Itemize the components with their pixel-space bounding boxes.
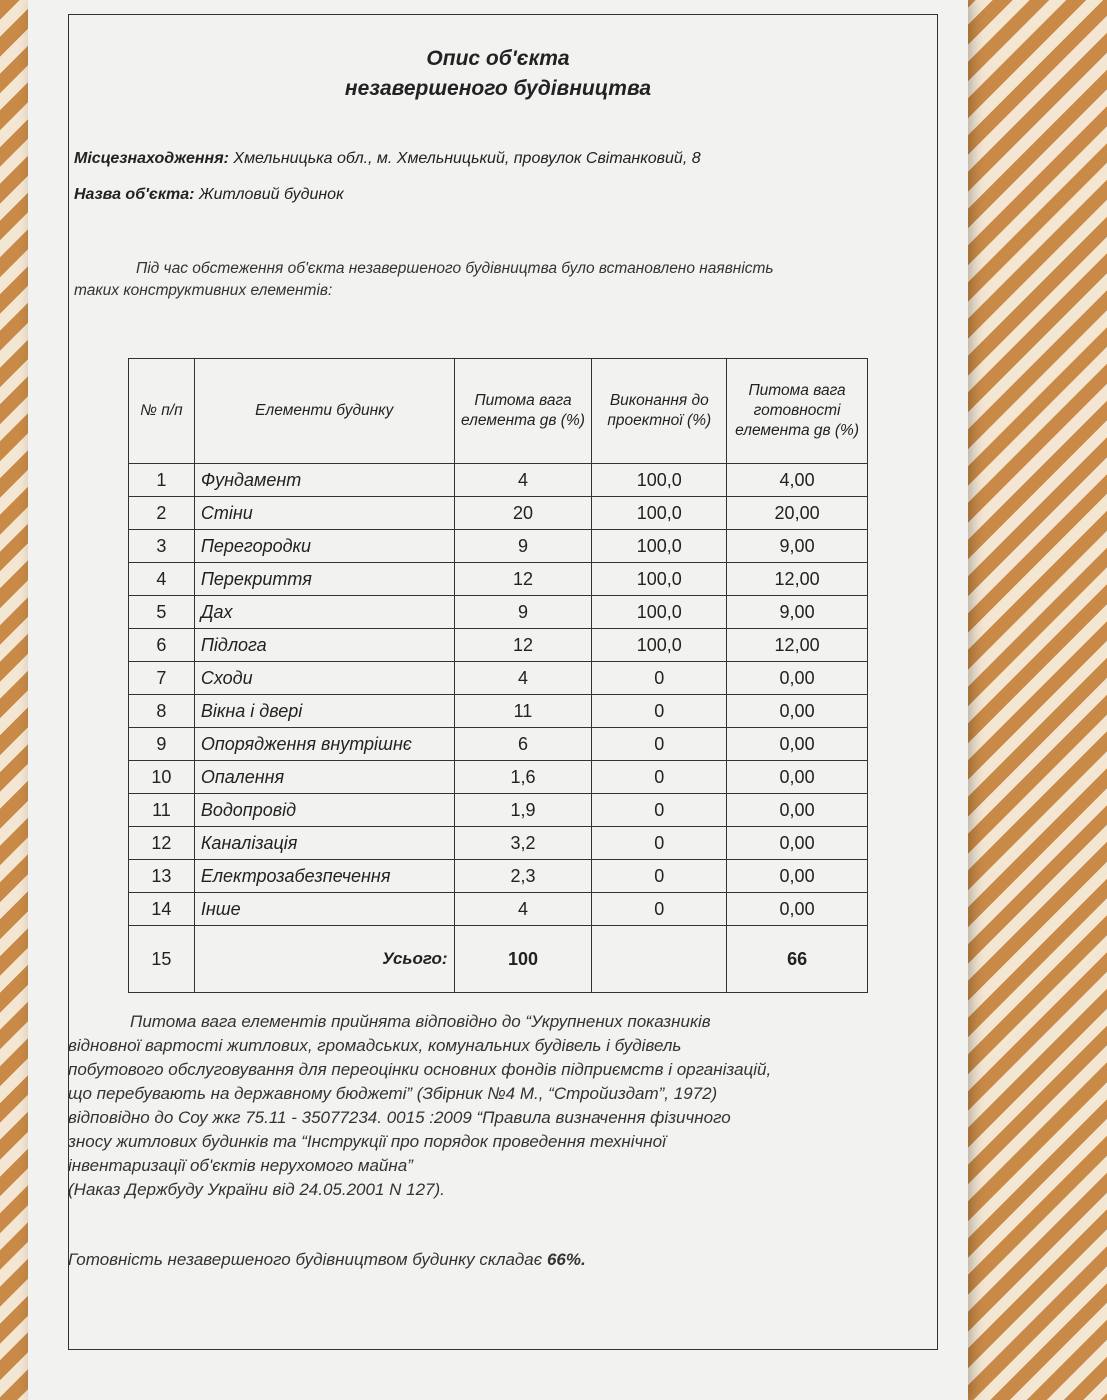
- row-element: Інше: [194, 893, 454, 926]
- row-element: Водопровід: [194, 794, 454, 827]
- row-readiness: 0,00: [727, 728, 868, 761]
- total-completion: [592, 926, 727, 993]
- object-label: Назва об'єкта:: [74, 186, 195, 203]
- row-completion: 100,0: [592, 464, 727, 497]
- row-weight: 3,2: [454, 827, 592, 860]
- row-completion: 0: [592, 728, 727, 761]
- row-num: 8: [129, 695, 195, 728]
- total-weight: 100: [454, 926, 592, 993]
- header-readiness: Питома вага готовності елемента gв (%): [727, 359, 868, 464]
- note-line: (Наказ Держбуду України від 24.05.2001 N 127).: [68, 1180, 445, 1199]
- table-row: [129, 695, 868, 728]
- location-label: Місцезнаходження:: [74, 150, 229, 167]
- total-readiness: 66: [727, 926, 868, 993]
- row-readiness: 9,00: [727, 530, 868, 563]
- row-completion: 0: [592, 794, 727, 827]
- row-readiness: 20,00: [727, 497, 868, 530]
- row-weight: 11: [454, 695, 592, 728]
- header-num: № п/п: [129, 359, 195, 464]
- location-field: [74, 150, 701, 168]
- source-note: [68, 1010, 948, 1202]
- row-completion: 0: [592, 662, 727, 695]
- object-name-field: [74, 186, 344, 204]
- row-weight: 9: [454, 596, 592, 629]
- table-row: [129, 728, 868, 761]
- conclusion: [68, 1250, 586, 1270]
- row-element: Опалення: [194, 761, 454, 794]
- row-readiness: 9,00: [727, 596, 868, 629]
- row-weight: 4: [454, 662, 592, 695]
- row-readiness: 12,00: [727, 563, 868, 596]
- row-readiness: 0,00: [727, 794, 868, 827]
- row-weight: 1,9: [454, 794, 592, 827]
- row-completion: 100,0: [592, 563, 727, 596]
- row-weight: 1,6: [454, 761, 592, 794]
- title-line-2: незавершеного будівництва: [344, 77, 652, 100]
- row-completion: 0: [592, 695, 727, 728]
- row-weight: 4: [454, 464, 592, 497]
- note-line: що перебувають на державному бюджеті” (Збірник №4 М., “Стройиздат”, 1972): [68, 1084, 718, 1103]
- table-row: [129, 761, 868, 794]
- header-weight: Питома вага елемента gв (%): [454, 359, 592, 464]
- object-value: Житловий будинок: [198, 186, 344, 203]
- row-weight: 12: [454, 629, 592, 662]
- row-num: 4: [129, 563, 195, 596]
- title-line-1: Опис об'єкта: [426, 47, 570, 70]
- table-row: [129, 464, 868, 497]
- row-completion: 0: [592, 827, 727, 860]
- row-num: 2: [129, 497, 195, 530]
- row-weight: 9: [454, 530, 592, 563]
- row-element: Сходи: [194, 662, 454, 695]
- elements-table: [128, 358, 868, 993]
- row-num: 5: [129, 596, 195, 629]
- row-num: 6: [129, 629, 195, 662]
- row-num: 10: [129, 761, 195, 794]
- row-completion: 100,0: [592, 497, 727, 530]
- row-weight: 6: [454, 728, 592, 761]
- conclusion-value: 66%.: [546, 1250, 586, 1269]
- row-completion: 100,0: [592, 596, 727, 629]
- table-row: [129, 794, 868, 827]
- row-completion: 0: [592, 893, 727, 926]
- row-element: Каналізація: [194, 827, 454, 860]
- location-value: Хмельницька обл., м. Хмельницький, провулок Світанковий, 8: [233, 150, 701, 167]
- row-readiness: 0,00: [727, 827, 868, 860]
- row-completion: 100,0: [592, 530, 727, 563]
- row-readiness: 4,00: [727, 464, 868, 497]
- intro-line-2: таких конструктивних елементів:: [74, 282, 333, 299]
- row-num: 11: [129, 794, 195, 827]
- row-completion: 0: [592, 860, 727, 893]
- table-row: [129, 827, 868, 860]
- row-weight: 4: [454, 893, 592, 926]
- row-num: 9: [129, 728, 195, 761]
- row-element: Електрозабезпечення: [194, 860, 454, 893]
- total-label: Усього:: [194, 926, 454, 993]
- table-row: [129, 497, 868, 530]
- row-element: Дах: [194, 596, 454, 629]
- header-completion: Виконання до проектної (%): [592, 359, 727, 464]
- row-element: Вікна і двері: [194, 695, 454, 728]
- row-readiness: 0,00: [727, 695, 868, 728]
- intro-paragraph: [74, 258, 914, 302]
- table-row: [129, 629, 868, 662]
- row-readiness: 12,00: [727, 629, 868, 662]
- table-row: [129, 596, 868, 629]
- row-element: Перегородки: [194, 530, 454, 563]
- table-row: [129, 662, 868, 695]
- row-num: 3: [129, 530, 195, 563]
- row-weight: 20: [454, 497, 592, 530]
- header-element: Елементи будинку: [194, 359, 454, 464]
- row-element: Перекриття: [194, 563, 454, 596]
- row-element: Стіни: [194, 497, 454, 530]
- table-row: [129, 860, 868, 893]
- row-readiness: 0,00: [727, 761, 868, 794]
- note-line: відновної вартості житлових, громадських, комунальних будівель і будівель: [68, 1036, 682, 1055]
- row-element: Опорядження внутрішнє: [194, 728, 454, 761]
- note-line: Питома вага елементів прийнята відповідно до “Укрупнених показників: [130, 1012, 711, 1031]
- table-body: [129, 464, 868, 993]
- note-line: побутового обслуговування для переоцінки основних фондів підприємств і організацій,: [68, 1060, 772, 1079]
- document-title: [28, 44, 968, 104]
- table-row: [129, 530, 868, 563]
- table-header-row: [129, 359, 868, 464]
- table-row: [129, 563, 868, 596]
- note-line: відповідно до Соу жкг 75.11 - 35077234. 0015 :2009 “Правила визначення фізичного: [68, 1108, 731, 1127]
- total-num: 15: [129, 926, 195, 993]
- row-num: 13: [129, 860, 195, 893]
- intro-line-1: Під час обстеження об'єкта незавершеного будівництва було встановлено наявність: [136, 260, 774, 277]
- row-weight: 12: [454, 563, 592, 596]
- row-num: 1: [129, 464, 195, 497]
- row-completion: 0: [592, 761, 727, 794]
- document-sheet: [28, 0, 968, 1400]
- row-readiness: 0,00: [727, 860, 868, 893]
- table-total-row: [129, 926, 868, 993]
- row-element: Фундамент: [194, 464, 454, 497]
- row-readiness: 0,00: [727, 893, 868, 926]
- note-line: зносу житлових будинків та “Інструкції про порядок проведення технічної: [68, 1132, 666, 1151]
- table-row: [129, 893, 868, 926]
- row-completion: 100,0: [592, 629, 727, 662]
- row-element: Підлога: [194, 629, 454, 662]
- row-num: 7: [129, 662, 195, 695]
- row-readiness: 0,00: [727, 662, 868, 695]
- note-line: інвентаризації об'єктів нерухомого майна”: [68, 1156, 413, 1175]
- row-weight: 2,3: [454, 860, 592, 893]
- conclusion-text: Готовність незавершеного будівництвом будинку складає: [68, 1250, 543, 1269]
- row-num: 12: [129, 827, 195, 860]
- row-num: 14: [129, 893, 195, 926]
